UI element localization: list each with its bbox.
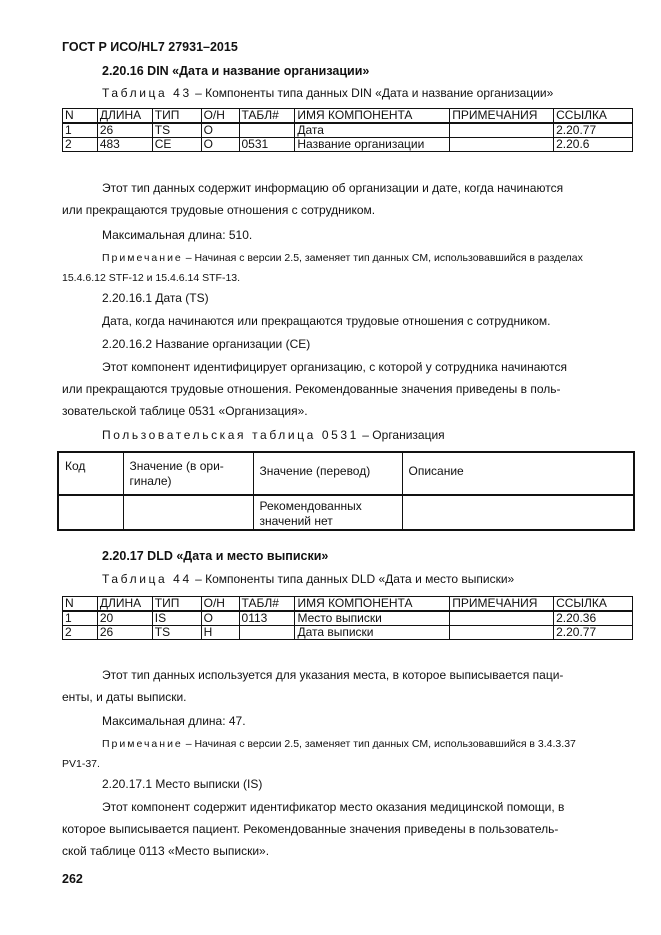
table-cell: IS: [152, 611, 201, 626]
header-cell: Значение (перевод): [253, 452, 402, 495]
paragraph-line: енты, и даты выписки.: [62, 690, 187, 704]
table-cell: [58, 495, 123, 530]
table-cell: 26: [97, 626, 152, 640]
table-cell: 20: [97, 611, 152, 626]
table-43: [62, 108, 633, 152]
table-cell: CE: [152, 138, 201, 152]
subsection-title: 2.20.17.1 Место выписки (IS): [102, 777, 263, 791]
header-cell: О/Н: [201, 597, 239, 612]
subsection-text: Дата, когда начинаются или прекращаются трудовые отношения с сотрудником.: [102, 314, 551, 328]
paragraph-line: которое выписывается пациент. Рекомендованные значения приведены в пользователь-: [62, 822, 559, 836]
table-cell: 2.20.6: [554, 138, 633, 152]
header-cell: ИМЯ КОМПОНЕНТА: [295, 109, 450, 124]
table-header-row: [58, 452, 634, 495]
table-cell: 2.20.36: [554, 611, 633, 626]
table-cell: TS: [152, 626, 201, 640]
user-table-0531-caption: [102, 428, 445, 442]
table-cell: 483: [97, 138, 152, 152]
table-cell: Название организации: [295, 138, 450, 152]
section-title-dld: 2.20.17 DLD «Дата и место выписки»: [102, 549, 329, 563]
table-cell: О: [201, 611, 239, 626]
header-cell: ДЛИНА: [97, 109, 152, 124]
note-text: – Начиная с версии 2.5, заменяет тип данных CM, использовавшийся в разделах: [185, 252, 583, 264]
table-43-label: Таблица 43: [102, 86, 192, 100]
subsection-title: 2.20.16.1 Дата (TS): [102, 291, 209, 305]
table-cell: 2.20.77: [554, 123, 633, 138]
subsection-text: [62, 796, 630, 862]
dld-note: [62, 734, 630, 774]
table-row: [63, 611, 633, 626]
note-text: – Начиная с версии 2.5, заменяет тип данных CM, использовавшийся в 3.4.3.37: [185, 738, 576, 750]
note-line: [62, 734, 630, 754]
table-row: [58, 495, 634, 530]
dld-max-length: Максимальная длина: 47.: [102, 714, 246, 728]
note-line: 15.4.6.12 STF-12 и 15.4.6.14 STF-13.: [62, 272, 241, 284]
table-44-caption-text: – Компоненты типа данных DLD «Дата и место выписки»: [195, 572, 515, 586]
section-title-din: 2.20.16 DIN «Дата и название организации»: [102, 64, 370, 78]
header-cell: Код: [58, 452, 123, 495]
table-cell: [239, 123, 295, 138]
table-cell: [402, 495, 634, 530]
table-header-row: [63, 597, 633, 612]
table-cell: TS: [152, 123, 201, 138]
paragraph-line: зовательской таблице 0531 «Организация».: [62, 404, 308, 418]
document-header: ГОСТ Р ИСО/HL7 27931–2015: [62, 40, 238, 54]
table-cell: [450, 626, 554, 640]
table-cell: 2: [63, 626, 98, 640]
paragraph-line: или прекращаются трудовые отношения. Рекомендованные значения приведены в поль-: [62, 382, 561, 396]
header-cell: ТИП: [152, 597, 201, 612]
header-cell: Значение (в ори- гинале): [123, 452, 253, 495]
table-cell: 0531: [239, 138, 295, 152]
header-cell: ТАБЛ#: [239, 109, 295, 124]
table-cell: Н: [201, 626, 239, 640]
table-cell: 1: [63, 123, 98, 138]
table-cell: Дата выписки: [295, 626, 450, 640]
header-cell: ДЛИНА: [97, 597, 152, 612]
header-cell: ТАБЛ#: [239, 597, 295, 612]
table-header-row: [63, 109, 633, 124]
subsection-text: [62, 356, 630, 422]
table-44: [62, 596, 633, 640]
table-43-caption-text: – Компоненты типа данных DIN «Дата и название организации»: [195, 86, 554, 100]
header-cell: ССЫЛКА: [554, 109, 633, 124]
dld-description: [62, 664, 630, 708]
table-cell: 0113: [239, 611, 295, 626]
table-cell: [450, 123, 554, 138]
paragraph-line: или прекращаются трудовые отношения с сотрудником.: [62, 203, 376, 217]
table-cell: О: [201, 123, 239, 138]
table-row: [63, 123, 633, 138]
table-cell: 2: [63, 138, 98, 152]
page-number: 262: [62, 872, 83, 886]
table-cell: Рекомендованных значений нет: [253, 495, 402, 530]
table-cell: [450, 138, 554, 152]
table-row: [63, 138, 633, 152]
table-cell: [239, 626, 295, 640]
paragraph-line: Этот компонент содержит идентификатор место оказания медицинской помощи, в: [102, 800, 565, 814]
note-line: [62, 248, 630, 268]
header-cell: N: [63, 597, 98, 612]
header-cell: ССЫЛКА: [554, 597, 633, 612]
user-table-caption-text: – Организация: [362, 428, 445, 442]
table-43-caption: [102, 86, 553, 100]
note-label: Примечание: [102, 738, 183, 750]
subsection-title: 2.20.16.2 Название организации (CE): [102, 337, 311, 351]
din-max-length: Максимальная длина: 510.: [102, 228, 253, 242]
paragraph-line: Этот тип данных используется для указания места, в которое выписывается паци-: [102, 668, 564, 682]
table-cell: Место выписки: [295, 611, 450, 626]
din-note: [62, 248, 630, 288]
note-label: Примечание: [102, 252, 183, 264]
table-cell: [123, 495, 253, 530]
header-cell: N: [63, 109, 98, 124]
table-cell: О: [201, 138, 239, 152]
table-cell: [450, 611, 554, 626]
table-44-label: Таблица 44: [102, 572, 192, 586]
paragraph-line: Этот компонент идентифицирует организацию, с которой у сотрудника начинаются: [102, 360, 568, 374]
header-cell: ТИП: [152, 109, 201, 124]
header-cell: О/Н: [201, 109, 239, 124]
table-cell: 2.20.77: [554, 626, 633, 640]
user-table-0531: [57, 451, 635, 531]
header-cell: ПРИМЕЧАНИЯ: [450, 597, 554, 612]
paragraph-line: Этот тип данных содержит информацию об организации и дате, когда начинаются: [102, 181, 564, 195]
user-table-label: Пользовательская таблица 0531: [102, 428, 359, 442]
header-cell: ПРИМЕЧАНИЯ: [450, 109, 554, 124]
table-cell: 1: [63, 611, 98, 626]
table-cell: Дата: [295, 123, 450, 138]
din-description: [62, 177, 630, 221]
note-line: PV1-37.: [62, 758, 100, 770]
header-cell: ИМЯ КОМПОНЕНТА: [295, 597, 450, 612]
table-44-caption: [102, 572, 514, 586]
table-cell: 26: [97, 123, 152, 138]
paragraph-line: ской таблице 0113 «Место выписки».: [62, 844, 270, 858]
table-row: [63, 626, 633, 640]
header-cell: Описание: [402, 452, 634, 495]
